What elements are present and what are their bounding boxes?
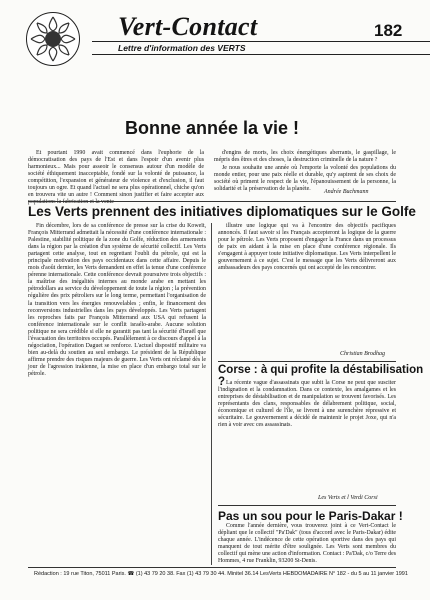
editorial-left-column: [28, 150, 204, 206]
golfe-right-text: illustre une logique qui va à l'encontre des objectifs pacifiques annoncés. Il faut savoir si les Français accepteront la logique de la guerre pour le pétrole. Les Verts proposent d'engager la France dans un processus de paix en aidant à la mise en place d'une conférence régionale. Ils s'engagent à appuyer toute initiative diplomatique. Les Verts interpellent le gouvernement à ce sujet. C'est le message que les Verts délivreront aux ambassadeurs des pays concernés qui ont accepté de les rencontrer.: [218, 223, 396, 272]
golfe-left-text: Fin décembre, lors de sa conférence de presse sur la crise du Koweït, François Mitterrand admettait la nécessité d'une conférence internationale : Palestine, stabilité politique de la zone du Golfe, réduction des armements dans la région par la création d'un système de sécurité collectif. Les Verts partagent cette analyse, tout en regrettant l'oubli du pétrole, qui est la principale motivation des pays occidentaux dans cette affaire. Depuis le mois d'août dernier, les Verts demandent en effet la tenue d'une conférence pérenne internationale. Cette conférence devrait poursuivre trois objectifs : la maîtrise des inégalités internes au monde arabe en mettant les pétrodollars au service du développement de toute la région ; la prévention régulière des prix pétroliers sur le long terme, permettant l'organisation de la transition vers les énergies renouvelables ; enfin, le financement des reconversions industrielles dans les pays développés. Les Verts partagent les reproches faits par François Mitterrand aux USA qui refusent la conférence internationale sur le conflit israélo-arabe. Aucune solution politique ne sera crédible si elle ne garantit pas tant la sécurité d'Israël que l'évacuation des territoires occupés. Parallèlement à ce discours d'appel à la négociation, l'opération Daguet se renforce. L'actuel dispositif militaire va bien au-delà du soutien au seul embargo. Le président de la République affirme prendre des risques majeurs de guerre. Les Verts ont réclamé dès le jour de l'agression irakienne, la mise en place d'un embargo total sur le pétrole.: [28, 223, 206, 377]
masthead: [22, 8, 408, 66]
section-divider-2: [218, 361, 396, 362]
corse-headline: Corse : à qui profite la déstabilisation ?: [218, 364, 424, 388]
editorial-headline: Bonne année la vie !: [124, 118, 300, 138]
dakar-column: [218, 523, 396, 565]
editorial-left-text: Et pourtant 1990 avait commencé dans l'euphorie de la démocratisation des pays de l'Est et dans l'espoir d'un avenir plus harmonieux... Mais pour asseoir le consensus autour d'un modèle de société éthiquement inacceptable, fondé sur la volonté de puissance, la compétition, l'expansion et générateur de violence et d'exclusion, il faut toujours un ogre. Et quand l'actuel ne sera plus opérationnel, chiche qu'on en trouvera vite un autre ! Comment sinon justifier et faire accepter aux populations la fabrication et la vente: [28, 150, 204, 206]
issue-number: 182: [374, 21, 403, 40]
column-divider: [211, 223, 212, 565]
footer-rule: [28, 567, 396, 568]
golfe-headline: Les Verts prennent des initiatives diplomatiques sur le Golfe: [28, 204, 416, 219]
editorial-right-text-2: Je nous souhaite une année où l'emporte la volonté des populations du monde entier, pour une paix réelle et durable, qu'y aspirent de ses choix de société où priment le respect de la vie, l'épanouissement de la personne, la solidarité et la préservation de la planète.: [214, 165, 396, 193]
corse-text: La récente vague d'assassinats que subit la Corse ne peut que susciter l'indignation et la condamnation. Dans ce contexte, les amalgames et les entreprises de déstabilisation et de manipulation se trouvent favorisés. Les représentants des clans, responsables de délabrement politique, social, économique et culturel de l'île, se livrent à une surenchère répressive et sécuritaire. Le gouvernement a décidé de maintenir le projet Joxe, qui n'a rien à voir avec ces assassinats.: [218, 380, 396, 429]
footer-text: Rédaction : 19 rue Titon, 75011 Paris. ☎ (1) 43 79 20 38. Fax (1) 43 79 30 44. Minitel 36.14 LesVerts HEBDOMADAIRE N° 182 - du 5 au 11 janvier 1991: [34, 571, 408, 577]
golfe-right-column: [218, 223, 396, 351]
editorial-right-text-1: d'engins de morts, les choix énergétiques aberrants, le gaspillage, le mépris des êtres et des choses, la destruction criminelle de la nature ?: [214, 150, 396, 164]
masthead-rule-top: [92, 41, 430, 42]
dakar-text: Comme l'année dernière, vous trouverez joint à ce Vert-Contact le dépliant que le collectif "Pa'Dak" (tous d'accord avec le Paris-Dakar) édite chaque année. L'indécence de cette opération sportive dans des pays qui manquent de tout mérite d'être soulignée. Les Verts sont membres du collectif qui mène une action d'information. Contact : Pa'Dak, c/o Terre des Hommes, 4 rue Franklin, 93200 St-Denis.: [218, 523, 396, 565]
newsletter-subtitle: Lettre d'information des VERTS: [118, 43, 246, 53]
section-divider-1: [28, 201, 396, 202]
masthead-rule-bottom: [92, 54, 430, 55]
corse-signature: Les Verts et l Verdi Corsi: [318, 495, 378, 501]
newsletter-title: Vert-Contact: [118, 12, 258, 41]
golfe-signature: Christian Brodhag: [340, 351, 385, 357]
sunflower-logo-icon: [26, 12, 80, 66]
corse-column: [218, 380, 396, 492]
editorial-signature: Andrée Buchmann: [324, 189, 369, 195]
section-divider-3: [218, 505, 396, 506]
golfe-left-column: [28, 223, 206, 563]
dakar-headline: Pas un sou pour le Paris-Dakar !: [218, 509, 403, 523]
